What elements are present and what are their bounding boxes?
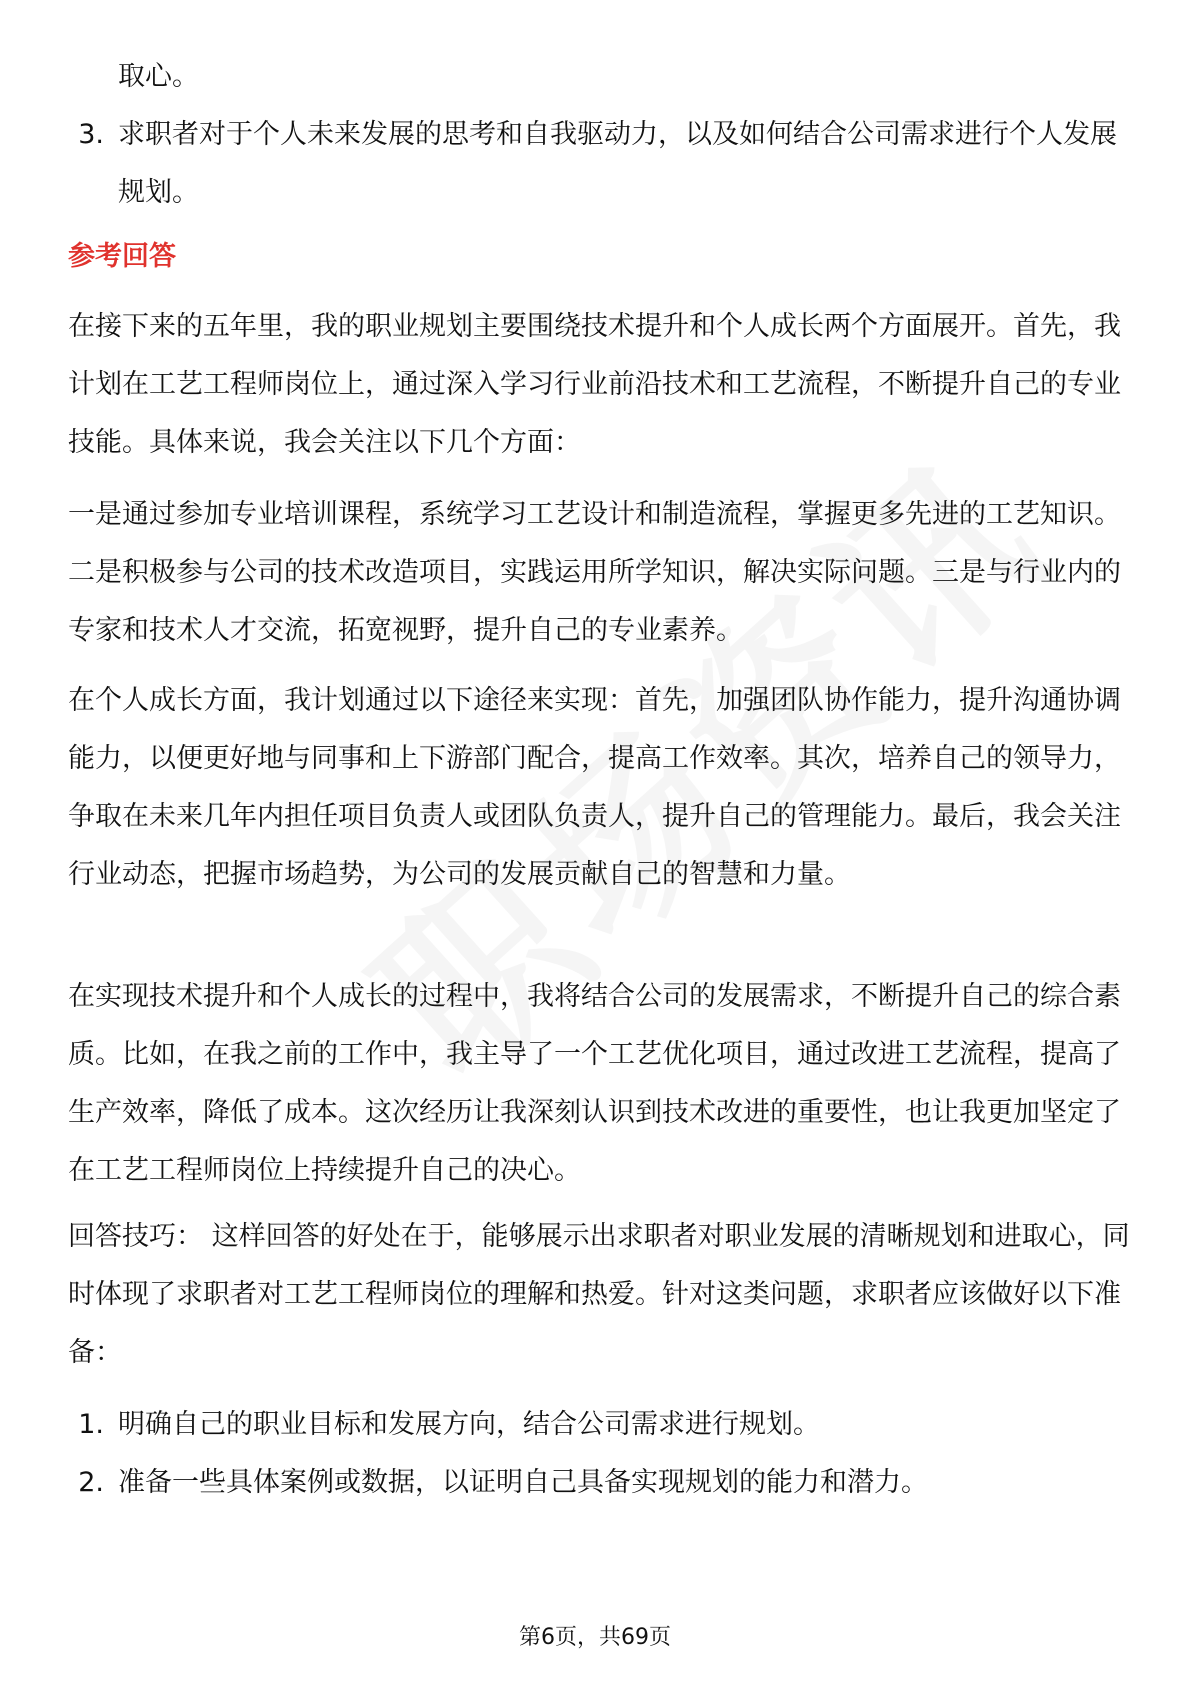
list-item	[68, 106, 1130, 222]
continuation-text: 取心。	[118, 61, 199, 92]
list-item-number: 2.	[78, 1467, 104, 1498]
list-item	[68, 1396, 1130, 1454]
list-item-text: 准备一些具体案例或数据，以证明自己具备实现规划的能力和潜力。	[118, 1467, 928, 1498]
question-list	[68, 106, 1130, 222]
answer-paragraph-3: 在个人成长方面，我计划通过以下途径来实现：首先，加强团队协作能力，提升沟通协调能力，以便更好地与同事和上下游部门配合，提高工作效率。其次，培养自己的领导力，争取在未来几年内担任项目负责人或团队负责人，提升自己的管理能力。最后，我会关注行业动态，把握市场趋势，为公司的发展贡献自己的智慧和力量。	[68, 685, 1121, 890]
list-item	[68, 1454, 1130, 1512]
tips-paragraph: 回答技巧： 这样回答的好处在于，能够展示出求职者对职业发展的清晰规划和进取心，同时体现了求职者对工艺工程师岗位的理解和热爱。针对这类问题，求职者应该做好以下准备：	[68, 1221, 1130, 1368]
list-item-text: 求职者对于个人未来发展的思考和自我驱动力，以及如何结合公司需求进行个人发展规划。	[118, 119, 1117, 208]
list-item-number: 1.	[78, 1409, 104, 1440]
preparation-list	[68, 1396, 1130, 1512]
list-item-text: 明确自己的职业目标和发展方向，结合公司需求进行规划。	[118, 1409, 820, 1440]
page-number: 第6页，共69页	[519, 1625, 671, 1650]
section-heading: 参考回答	[68, 241, 176, 272]
answer-paragraph-2: 一是通过参加专业培训课程，系统学习工艺设计和制造流程，掌握更多先进的工艺知识。二是积极参与公司的技术改造项目，实践运用所学知识，解决实际问题。三是与行业内的专家和技术人才交流，拓宽视野，提升自己的专业素养。	[68, 499, 1121, 646]
list-continuation	[68, 48, 1130, 106]
answer-paragraph-1: 在接下来的五年里，我的职业规划主要围绕技术提升和个人成长两个方面展开。首先，我计划在工艺工程师岗位上，通过深入学习行业前沿技术和工艺流程，不断提升自己的专业技能。具体来说，我会关注以下几个方面：	[68, 311, 1121, 458]
answer-paragraph-4: 在实现技术提升和个人成长的过程中，我将结合公司的发展需求，不断提升自己的综合素质。比如，在我之前的工作中，我主导了一个工艺优化项目，通过改进工艺流程，提高了生产效率，降低了成本。这次经历让我深刻认识到技术改进的重要性，也让我更加坚定了在工艺工程师岗位上持续提升自己的决心。	[68, 981, 1121, 1186]
list-item-number: 3.	[78, 119, 104, 150]
